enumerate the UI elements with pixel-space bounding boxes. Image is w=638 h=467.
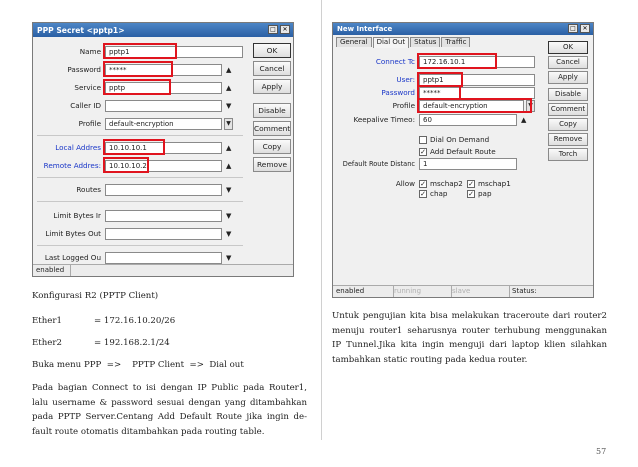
routes-field[interactable] — [105, 184, 222, 196]
new-interface-window — [332, 22, 594, 298]
add-default-route-label: Add Default Route — [430, 147, 496, 156]
expand-up-icon[interactable]: ▲ — [226, 65, 232, 74]
remote-address-label: Remote Addres: — [43, 161, 101, 170]
service-row — [33, 81, 231, 94]
mschap1-label: mschap1 — [478, 179, 511, 188]
profile-select[interactable]: default-encryption — [419, 100, 524, 112]
caller-id-label: Caller ID — [70, 101, 101, 110]
menu-path: Buka menu PPP => PPTP Client => Dial out — [32, 360, 244, 370]
expand-down-icon[interactable]: ▼ — [226, 101, 232, 110]
expand-up-icon[interactable]: ▲ — [226, 161, 232, 170]
password-label: Password — [67, 65, 101, 74]
status-bar — [33, 264, 293, 276]
expand-up-icon[interactable]: ▲ — [226, 143, 232, 152]
keepalive-row — [333, 113, 526, 126]
paragraph-line: Pada bagian Connect to isi dengan IP Public pada Router1, — [32, 383, 307, 393]
right-paragraph — [332, 309, 607, 367]
ether1-value: = 172.16.10.20/26 — [94, 316, 176, 326]
connect-to-label: Connect Tc — [375, 57, 415, 66]
limit-in-row — [33, 209, 231, 222]
connect-to-field[interactable]: 172.16.10.1 — [419, 56, 535, 68]
ether2-label: Ether2 — [32, 338, 62, 348]
ppp-secret-window — [32, 22, 294, 277]
apply-button[interactable]: Apply — [253, 79, 291, 94]
last-logged-out-field — [105, 252, 222, 264]
name-label: Name — [79, 47, 101, 56]
left-paragraph — [32, 381, 307, 439]
expand-down-icon[interactable]: ▼ — [226, 185, 232, 194]
apply-button[interactable]: Apply — [548, 71, 588, 84]
expand-down-icon[interactable]: ▼ — [226, 211, 232, 220]
user-row — [333, 73, 535, 86]
connect-to-row — [333, 55, 535, 68]
profile-label: Profile — [392, 101, 415, 110]
divider — [37, 201, 243, 202]
close-icon[interactable]: ✕ — [580, 24, 590, 33]
default-route-distance-row — [333, 157, 517, 170]
password-field[interactable]: ***** — [419, 87, 535, 99]
ether1-line — [32, 314, 175, 329]
status-enabled: enabled — [36, 265, 71, 276]
ok-button[interactable]: OK — [253, 43, 291, 58]
pap-option — [467, 189, 492, 198]
expand-down-icon[interactable]: ▼ — [226, 253, 232, 262]
heading: Konfigurasi R2 (PPTP Client) — [32, 291, 159, 301]
default-route-distance-label: Default Route Distanc — [342, 159, 415, 168]
status-label: Status: — [512, 287, 537, 295]
comment-button[interactable]: Comment — [253, 121, 291, 136]
window-title: PPP Secret <pptp1> — [37, 25, 125, 35]
dial-on-demand-checkbox[interactable] — [419, 136, 427, 144]
cancel-button[interactable]: Cancel — [548, 56, 588, 69]
caller-id-row — [33, 99, 231, 112]
user-label: User: — [396, 75, 415, 84]
keepalive-label: Keepalive Timeo: — [353, 115, 415, 124]
maximize-icon[interactable]: □ — [568, 24, 578, 33]
paragraph-line: tambahkan static routing pada kedua router. — [332, 354, 528, 365]
torch-button[interactable]: Torch — [548, 148, 588, 161]
chap-option — [419, 189, 467, 198]
paragraph-line: fault route otomatis ditambahkan pada routing table. — [32, 426, 265, 437]
new-interface-titlebar[interactable] — [333, 23, 593, 35]
allow-row-2 — [419, 187, 492, 200]
caller-id-field[interactable] — [105, 100, 222, 112]
user-field[interactable]: pptp1 — [419, 74, 535, 86]
ppp-secret-titlebar[interactable] — [33, 23, 293, 37]
password-field[interactable]: ***** — [105, 64, 222, 76]
close-icon[interactable]: ✕ — [280, 25, 290, 34]
local-address-label: Local Addres — [55, 143, 101, 152]
add-default-route-checkbox[interactable]: ✓ — [420, 147, 426, 156]
paragraph-line: IP Tunnel.Jika kita ingin menguji dari laptop klien silahkan — [332, 340, 607, 350]
local-address-row — [33, 141, 231, 154]
divider — [37, 135, 243, 136]
password-label: Password — [381, 88, 415, 97]
routes-label: Routes — [76, 185, 101, 194]
ok-button[interactable]: OK — [548, 41, 588, 54]
divider — [37, 177, 243, 178]
copy-button[interactable]: Copy — [548, 118, 588, 131]
tab-dial-out[interactable]: Dial Out — [373, 37, 410, 48]
remove-button[interactable]: Remove — [253, 157, 291, 172]
profile-select[interactable]: default-encryption — [105, 118, 222, 130]
status-bar — [333, 285, 593, 297]
tab-status[interactable]: Status — [410, 37, 440, 47]
chap-label: chap — [430, 189, 448, 198]
mschap2-checkbox[interactable]: ✓ — [420, 179, 426, 188]
limit-bytes-in-label: Limit Bytes Ir — [53, 211, 101, 220]
expand-down-icon[interactable]: ▼ — [226, 229, 232, 238]
service-label: Service — [74, 83, 101, 92]
column-divider — [321, 0, 322, 440]
divider — [37, 245, 243, 246]
password-row — [333, 86, 535, 99]
remote-address-row — [33, 159, 231, 172]
page-number: 57 — [596, 447, 607, 456]
profile-row — [33, 117, 233, 130]
status-running: running — [394, 286, 452, 297]
status-enabled: enabled — [336, 286, 394, 297]
paragraph-line: pada PPTP Server.Centang Add Default Route jika ingin de- — [32, 412, 307, 422]
allow-label: Allow — [395, 179, 415, 188]
last-logged-out-row — [33, 251, 231, 264]
status-slave: slave — [452, 286, 510, 297]
limit-bytes-out-field[interactable] — [105, 228, 222, 240]
cancel-button[interactable]: Cancel — [253, 61, 291, 76]
mschap2-label: mschap2 — [430, 179, 463, 188]
disable-button[interactable]: Disable — [548, 88, 588, 101]
dropdown-icon[interactable]: ▼ — [224, 118, 233, 130]
tab-traffic[interactable]: Traffic — [441, 37, 470, 47]
limit-bytes-out-label: Limit Bytes Out — [45, 229, 101, 238]
remove-button[interactable]: Remove — [548, 133, 588, 146]
disable-button[interactable]: Disable — [253, 103, 291, 118]
limit-out-row — [33, 227, 231, 240]
expand-up-icon[interactable]: ▲ — [226, 83, 232, 92]
name-field[interactable]: pptp1 — [105, 46, 243, 58]
keepalive-field[interactable]: 60 — [419, 114, 517, 126]
routes-row — [33, 183, 231, 196]
local-address-field[interactable]: 10.10.10.1 — [105, 142, 222, 154]
tab-general[interactable]: General — [336, 37, 372, 47]
ether2-line — [32, 336, 170, 351]
chap-checkbox[interactable]: ✓ — [420, 189, 426, 198]
profile-row — [333, 99, 535, 112]
mschap1-checkbox[interactable]: ✓ — [468, 179, 474, 188]
name-row — [33, 45, 243, 58]
paragraph-line: menuju router1 seharusnya router terhubung menggunakan — [332, 325, 607, 336]
expand-up-icon[interactable]: ▲ — [521, 115, 527, 124]
comment-button[interactable]: Comment — [548, 103, 588, 116]
paragraph-line: lalu username & password sesuai dengan yang ditambahkan — [32, 397, 307, 408]
remote-address-field[interactable]: 10.10.10.2 — [105, 160, 222, 172]
ether2-value: = 192.168.2.1/24 — [94, 338, 170, 348]
pap-checkbox[interactable]: ✓ — [468, 189, 474, 198]
last-logged-out-label: Last Logged Ou — [44, 253, 101, 262]
copy-button[interactable]: Copy — [253, 139, 291, 154]
pap-label: pap — [478, 189, 492, 198]
ether1-label: Ether1 — [32, 316, 62, 326]
limit-bytes-in-field[interactable] — [105, 210, 222, 222]
dropdown-icon[interactable]: ▼ — [526, 100, 535, 112]
profile-label: Profile — [78, 119, 101, 128]
default-route-distance-field[interactable]: 1 — [419, 158, 517, 170]
paragraph-line: Untuk pengujian kita bisa melakukan traceroute dari router2 — [332, 311, 607, 321]
window-title: New Interface — [337, 25, 393, 33]
maximize-icon[interactable]: □ — [268, 25, 278, 34]
service-select[interactable]: pptp — [105, 82, 222, 94]
password-row — [33, 63, 231, 76]
dial-on-demand-label: Dial On Demand — [430, 135, 490, 144]
tab-bar — [336, 37, 471, 48]
